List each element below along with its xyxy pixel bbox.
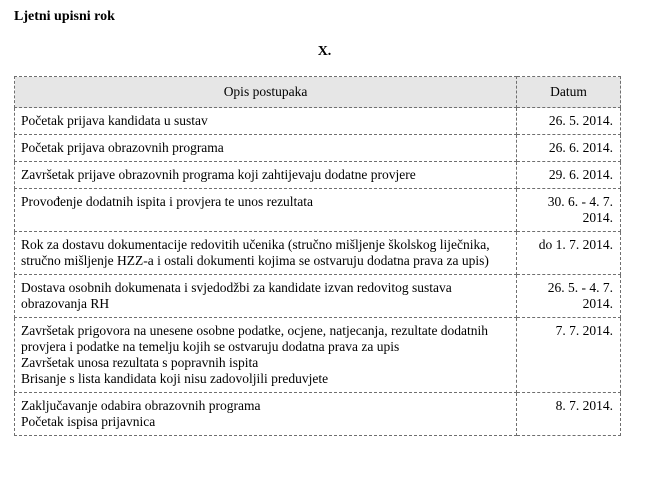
table-row [15, 135, 621, 162]
description-line: Završetak prijave obrazovnih programa koji zahtijevaju dodatne provjere [21, 167, 416, 182]
row-description [15, 232, 517, 275]
section-number: X. [317, 44, 332, 59]
row-date: 26. 5. - 4. 7. 2014. [517, 275, 621, 318]
table-row [15, 393, 621, 436]
row-description [15, 393, 517, 436]
description-line: Rok za dostavu dokumentacije redovitih učenika (stručno mišljenje školskog liječnika, stručno mišljenje HZZ-a i ostali dokumenti kojima se ostvaruju dodatna prava za upis) [21, 237, 490, 268]
row-description [15, 162, 517, 189]
row-description [15, 135, 517, 162]
description-line: Zaključavanje odabira obrazovnih programa [21, 398, 261, 413]
row-date: 29. 6. 2014. [517, 162, 621, 189]
description-line: Provođenje dodatnih ispita i provjera te unos rezultata [21, 194, 314, 209]
row-date: do 1. 7. 2014. [517, 232, 621, 275]
row-date: 7. 7. 2014. [517, 318, 621, 393]
row-date: 30. 6. - 4. 7. 2014. [517, 189, 621, 232]
table-row [15, 232, 621, 275]
description-line: Početak prijava obrazovnih programa [21, 140, 224, 155]
description-line: Završetak unosa rezultata s popravnih ispita [21, 355, 259, 370]
schedule-rows [15, 108, 621, 436]
table-row [15, 162, 621, 189]
description-line: Početak ispisa prijavnica [21, 414, 156, 429]
row-description [15, 318, 517, 393]
description-line: Završetak prigovora na unesene osobne podatke, ocjene, natjecanja, rezultate dodatnih provjera i podatke na temelju kojih se ostvaruju dodatna prava za upis [21, 323, 489, 354]
column-header-description: Opis postupaka [15, 77, 517, 108]
schedule-table [14, 76, 621, 436]
document-heading: Ljetni upisni rok [14, 9, 115, 24]
description-line: Dostava osobnih dokumenata i svjedodžbi za kandidate izvan redovitog sustava obrazovanja RH [21, 280, 452, 311]
table-row [15, 189, 621, 232]
description-line: Početak prijava kandidata u sustav [21, 113, 208, 128]
row-date: 26. 6. 2014. [517, 135, 621, 162]
row-description [15, 189, 517, 232]
table-row [15, 108, 621, 135]
row-description [15, 275, 517, 318]
row-date: 8. 7. 2014. [517, 393, 621, 436]
table-row [15, 318, 621, 393]
table-row [15, 275, 621, 318]
description-line: Brisanje s lista kandidata koji nisu zadovoljili preduvjete [21, 371, 329, 386]
row-description [15, 108, 517, 135]
row-date: 26. 5. 2014. [517, 108, 621, 135]
table-header-row [15, 77, 621, 108]
column-header-date: Datum [517, 77, 621, 108]
